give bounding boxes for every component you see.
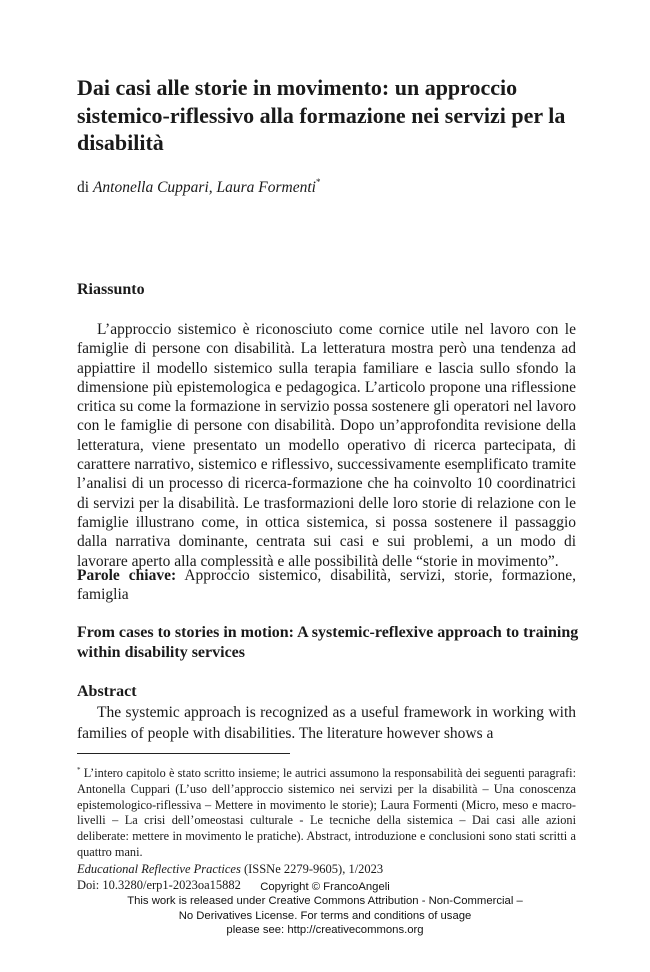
- journal-citation: [77, 861, 383, 877]
- keywords-line: [77, 566, 576, 605]
- footnote: [77, 763, 576, 861]
- riassunto-text: L’approccio sistemico è riconosciuto come cornice utile nel lavoro con le famiglie di persone con disabilità. La letteratura mostra però una tendenza ad appiattire il modello sistemico sulla terapia familiare e lascia sullo sfondo la dimensione più epistemologica e pedagogica. L’articolo propone una riflessione critica su come la formazione in servizio possa sostenere gli operatori nel lavoro con le famiglie di persone con disabilità. Dopo un’approfondita revisione della letteratura, viene presentato un modello operativo di ricerca partecipata, di carattere narrativo, sistemico e riflessivo, successivamente esemplificato tramite l’analisi di un processo di ricerca-formazione che ha coinvolto 10 coordinatrici di servizi per la disabilità. Le trasformazioni delle loro storie di relazione con le famiglie illustrano come, in ottica sistemica, si possa sostenere il passaggio dalla narrativa dominante, centrata sui casi e sui problemi, a un modo di lavorare aperto alla complessità e alle possibilità delle “storie in movimento”.: [77, 321, 576, 570]
- abstract-text-block: [77, 702, 576, 744]
- footnote-text: L’intero capitolo è stato scritto insieme; le autrici assumono la responsabilità dei seguenti paragrafi: Antonella Cuppari (L’uso dell’approccio sistemico nei servizi per la disabilità – Una conoscenza epistemologico-riflessiva – Mettere in movimento le storie); Laura Formenti (Micro, meso e macro-livelli – La crisi dell’omeostasi culturale - Le tecniche della sistemica – Dai casi alle azioni deliberate: mettere in movimento le pratiche). Abstract, introduzione e conclusioni sono stati scritti a quattro mani.: [77, 766, 576, 859]
- footnote-marker: *: [77, 766, 81, 774]
- author-names: Antonella Cuppari, Laura Formenti: [92, 179, 316, 196]
- abstract-text: The systemic approach is recognized as a useful framework in working with families of people with disabilities. The literature however shows a: [77, 704, 576, 742]
- license-line-3: please see: http://creativecommons.org: [226, 924, 424, 937]
- license-line-2: No Derivatives License. For terms and conditions of usage: [178, 909, 472, 922]
- journal-issue: (ISSNe 2279-9605), 1/2023: [243, 862, 384, 876]
- license-block: [0, 880, 650, 938]
- authors-prefix: di: [77, 179, 90, 196]
- journal-doi: Doi: 10.3280/erp1-2023oa15882: [77, 878, 241, 892]
- english-title: From cases to stories in motion: A systemic-reflexive approach to training within disability services: [77, 624, 579, 661]
- riassunto-heading: Riassunto: [77, 281, 145, 298]
- article-title: Dai casi alle storie in movimento: un approccio sistemico-riflessivo alla formazione nei servizi per la disabilità: [77, 75, 566, 155]
- copyright-line: Copyright © FrancoAngeli: [260, 881, 390, 893]
- riassunto-text-block: [77, 320, 576, 571]
- keywords-label: Parole chiave:: [77, 567, 177, 584]
- keywords-text: Approccio sistemico, disabilità, servizi, storie, formazione, famiglia: [77, 567, 576, 604]
- footnote-mark: *: [315, 177, 321, 187]
- license-line-1: This work is released under Creative Commons Attribution - Non-Commercial –: [127, 895, 523, 908]
- authors-line: [77, 177, 320, 197]
- journal-name: Educational Reflective Practices: [77, 862, 241, 876]
- abstract-heading: Abstract: [77, 683, 137, 700]
- footnote-divider: [77, 753, 290, 754]
